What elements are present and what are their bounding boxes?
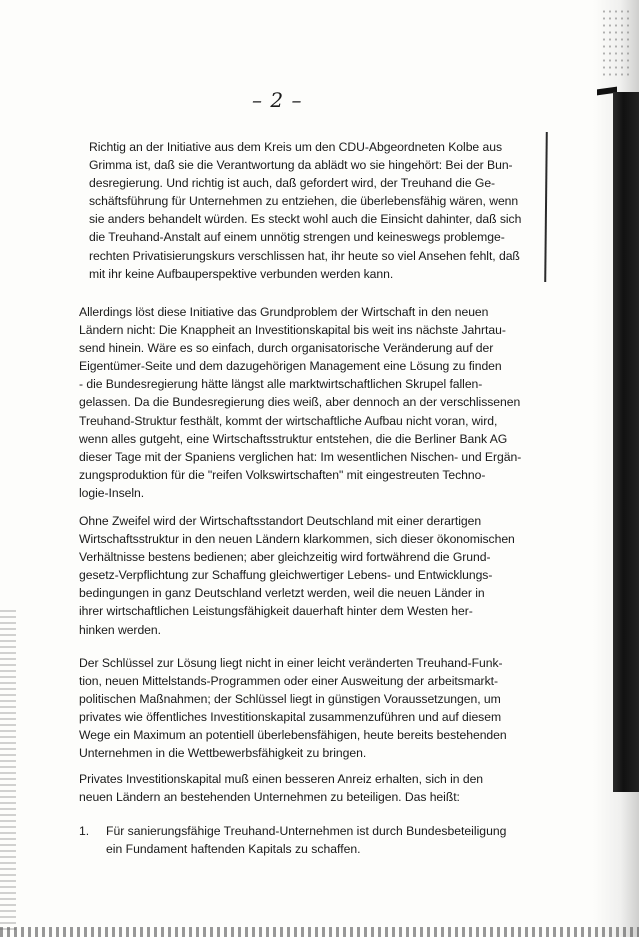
page-number-mark: – 2 – xyxy=(252,88,303,112)
scan-noise-top-right xyxy=(601,8,631,78)
list-item-number: 1. xyxy=(79,824,90,838)
paragraph: Ohne Zweifel wird der Wirtschaftsstandort Deutschland mit einer derartigen Wirtschaftsstruktur in den neuen Ländern klarkommen, sich dieser ökonomischen Verhältnisse bestens bedienen; aber gleichzeitig wird fortwährend die Grund- gesetz-Verpflichtung zur Schaffung gleichwertiger Lebens- und Entwicklungs- bedingungen in ganz Deutschland verletzt werden, weil die neuen Länder in ihrer wirtschaftlichen Leistungsfähigkeit dauerhaft hinter dem Westen her- hinken werden. xyxy=(79,514,515,637)
list-item-text: Für sanierungsfähige Treuhand-Unternehmen ist durch Bundesbeteiligung ein Fundament haftenden Kapitals zu schaffen. xyxy=(106,824,507,857)
scan-noise-bottom xyxy=(0,927,639,937)
paragraph: Richtig an der Initiative aus dem Kreis um den CDU-Abgeordneten Kolbe aus Grimma ist, daß sie die Verantwortung da ablädt wo sie hingehört: Bei der Bun- desregierung. Und richtig ist auch, daß gefordert wird, der Treuhand die Ge- schäftsführung für Unternehmen zu entziehen, die überlebensfähig wären, wenn sie anders behandelt würden. Es steckt wohl auch die Einsicht dahinter, daß sich die Treuhand-Anstalt auf einem unnötig strengen und keineswegs problemge- rechten Privatisierungskurs verschlissen hat, ihr heute so viel Ansehen fehlt, daß mit ihr keine Aufbauperspektive verbunden werden kann. xyxy=(89,140,522,281)
paragraph: Der Schlüssel zur Lösung liegt nicht in einer leicht veränderten Treuhand-Funk- tion, neuen Mittelstands-Programmen oder einer Ausweitung der arbeitsmarkt- politischen Maßnahmen; der Schlüssel liegt in günstigen Voraussetzungen, um privates wie öffentliches Investitionskapital zusammenzuführen und auf diesem Wege ein Maximum an potentiell überlebensfähigen, heute bereits bestehenden Unternehmen in die Wettbewerbsfähigkeit zu bringen. xyxy=(79,656,507,761)
scan-noise-left xyxy=(0,610,16,930)
scan-binding-bar xyxy=(613,92,639,792)
paragraph: Allerdings löst diese Initiative das Grundproblem der Wirtschaft in den neuen Ländern nicht: Die Knappheit an Investitionskapital bis weit ins nächste Jahrtau- send hinein. Wäre es so einfach, durch organisatorische Veränderung auf der Eigentümer-Seite und dem dazugehörigen Management eine Lösung zu finden - die Bundesregierung hätte längst alle marktwirtschaftlichen Skrupel fallen- gelassen. Da die Bundesregierung dies weiß, aber dennoch an der verschlissenen Treuhand-Struktur festhält, kommt der wirtschaftliche Aufbau nicht voran, wird, wenn alles gutgeht, eine Wirtschaftsstruktur entstehen, die die Berliner Bank AG dieser Tage mit der Spaniens verglichen hat: Im wesentlichen Nischen- und Ergän- zungsproduktion für die "reifen Volkswirtschaften" mit eingestreuten Techno- logie-Inseln. xyxy=(79,305,522,500)
paragraph: Privates Investitionskapital muß einen besseren Anreiz erhalten, sich in den neuen Ländern an bestehenden Unternehmen zu beteiligen. Das heißt: xyxy=(79,772,484,805)
